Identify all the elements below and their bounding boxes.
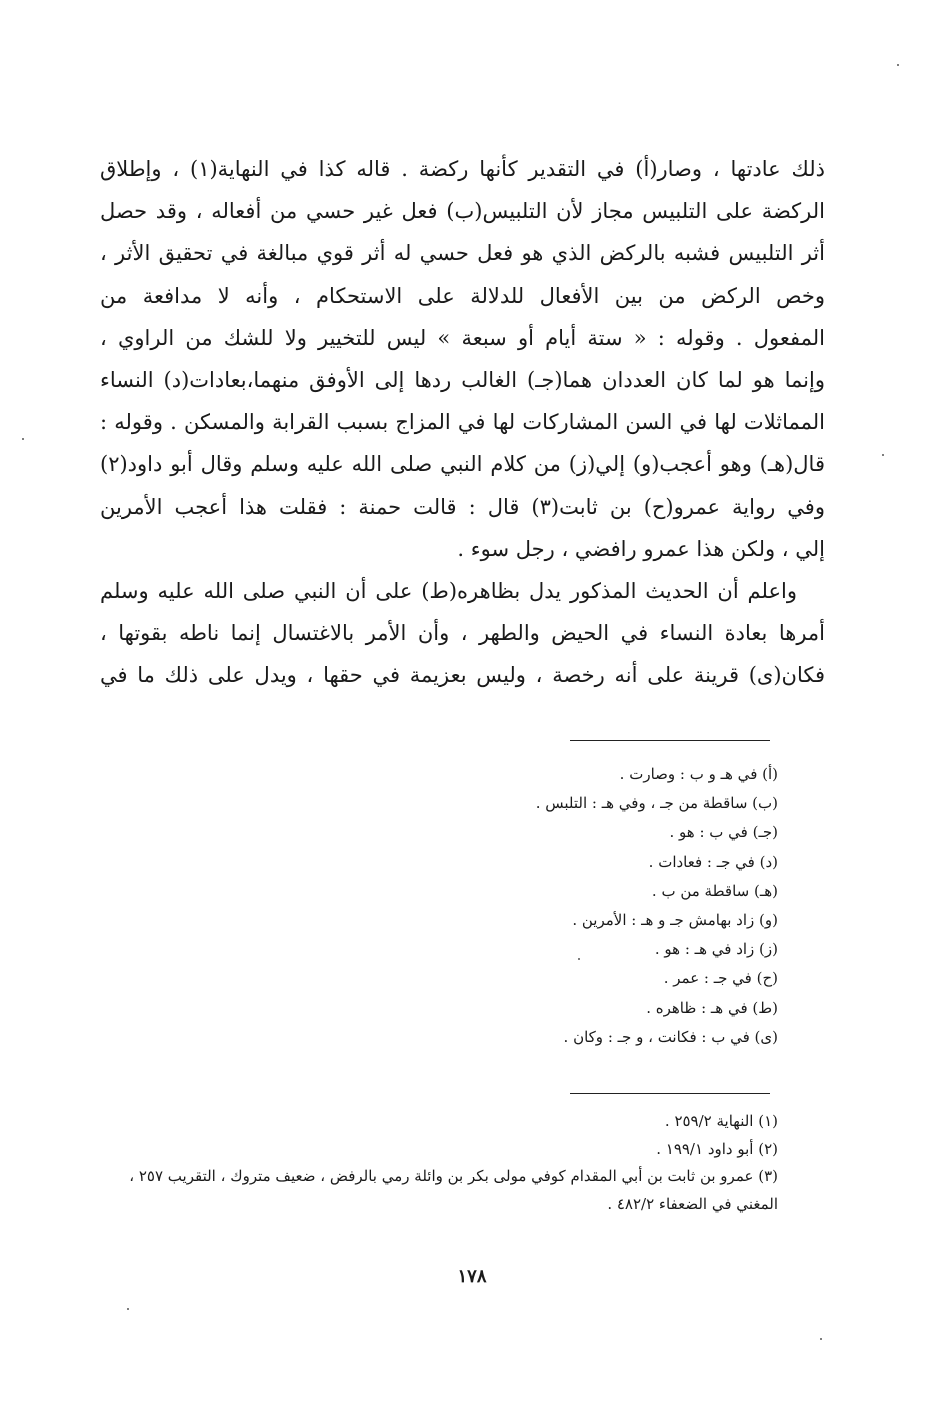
scan-speck (578, 958, 580, 960)
main-text-line: قال(هـ) وهو أعجب(و) إلي(ز) من كلام النبي صلى الله عليه وسلم وقال أبو داود(٢) (100, 452, 825, 477)
variant-note: (أ) في هـ و ب : وصارت . (619, 765, 778, 783)
variant-note: (ب) ساقطة من جـ ، وفي هـ : التلبس . (535, 794, 778, 813)
reference-note: (١) النهاية ٢٥٩/٢ . (664, 1112, 778, 1130)
main-text-line: ذلك عادتها ، وصار(أ) في التقدير كأنها ركضة . قاله كذا في النهاية(١) ، وإطلاق (100, 157, 825, 181)
variant-note: (ى) في ب : فكانت ، و جـ : وكان . (563, 1027, 778, 1046)
variant-note: (ط) في هـ : ظاهره . (646, 998, 778, 1017)
scan-speck (820, 1338, 822, 1340)
variant-note: (ح) في جـ : عمر . (663, 969, 778, 988)
variant-notes (100, 760, 778, 1052)
main-text-line: وإنما هو لما كان العددان هما(جـ) الغالب ردها إلى الأوفق منهما،بعادات(د) النساء (100, 367, 825, 392)
page-number: ١٧٨ (457, 1266, 487, 1287)
scan-speck (127, 1308, 129, 1310)
variant-note: (و) زاد بهامش جـ و هـ : الأمرين . (572, 910, 778, 929)
variant-note: (جـ) في ب : هو . (669, 823, 778, 842)
scan-speck (897, 64, 899, 66)
main-text-line: وفي رواية عمرو(ح) بن ثابت(٣) قال : قالت حمنة : فقلت هذا أعجب الأمرين (100, 494, 825, 519)
variant-note: (هـ) ساقطة من ب . (651, 881, 778, 900)
main-text-line: فكان(ى) قرينة على أنه رخصة ، وليس بعزيمة في حقها ، ويدل على ذلك ما في (100, 663, 825, 688)
main-text-line: المفعول . وقوله : « ستة أيام أو سبعة » ليس للتخيير ولا للشك من الراوي ، (100, 325, 825, 350)
main-text-line: وخص الركض من بين الأفعال للدلالة على الاستحكام ، وأنه لا مدافعة من (100, 283, 825, 308)
scan-speck (882, 454, 884, 456)
main-text-line: أثر التلبيس فشبه بالركض الذي هو فعل حسي له أثر قوي مبالغة في تحقيق الأثر ، (100, 241, 825, 266)
variant-note: (ز) زاد في هـ : هو . (654, 940, 778, 959)
main-text-block (100, 148, 825, 696)
reference-note: (٣) عمرو بن ثابت بن أبي المقدام كوفي مولى بكر بن وائلة رمي بالرفض ، ضعيف متروك ، التقريب ٢٥٧ ، المغني في الضعفاء ٤٨٢/٢ . (129, 1167, 778, 1213)
main-text-line: إلي ، ولكن هذا عمرو رافضي ، رجل سوء . (457, 536, 825, 561)
main-text-line: المماثلات لها في السن المشاركات لها في المزاج بسبب القرابة والمسكن . وقوله : (100, 410, 825, 435)
main-text-line: الركضة على التلبيس مجاز لأن التلبيس(ب) فعل غير حسي من أفعاله ، وقد حصل (100, 199, 825, 224)
reference-note: (٢) أبو داود ١٩٩/١ . (656, 1139, 778, 1158)
variant-note: (د) في جـ : فعادات . (648, 852, 778, 871)
footnote-separator (570, 740, 770, 741)
main-text-line: واعلم أن الحديث المذكور يدل بظاهره(ط) على أن النبي صلى الله عليه وسلم (100, 578, 797, 603)
reference-notes (100, 1108, 778, 1218)
main-text-line: أمرها بعادة النساء في الحيض والطهر ، وأن الأمر بالاغتسال إنما ناطه بقوتها ، (100, 621, 825, 646)
footnote-separator (570, 1093, 770, 1094)
scan-speck (22, 438, 24, 440)
